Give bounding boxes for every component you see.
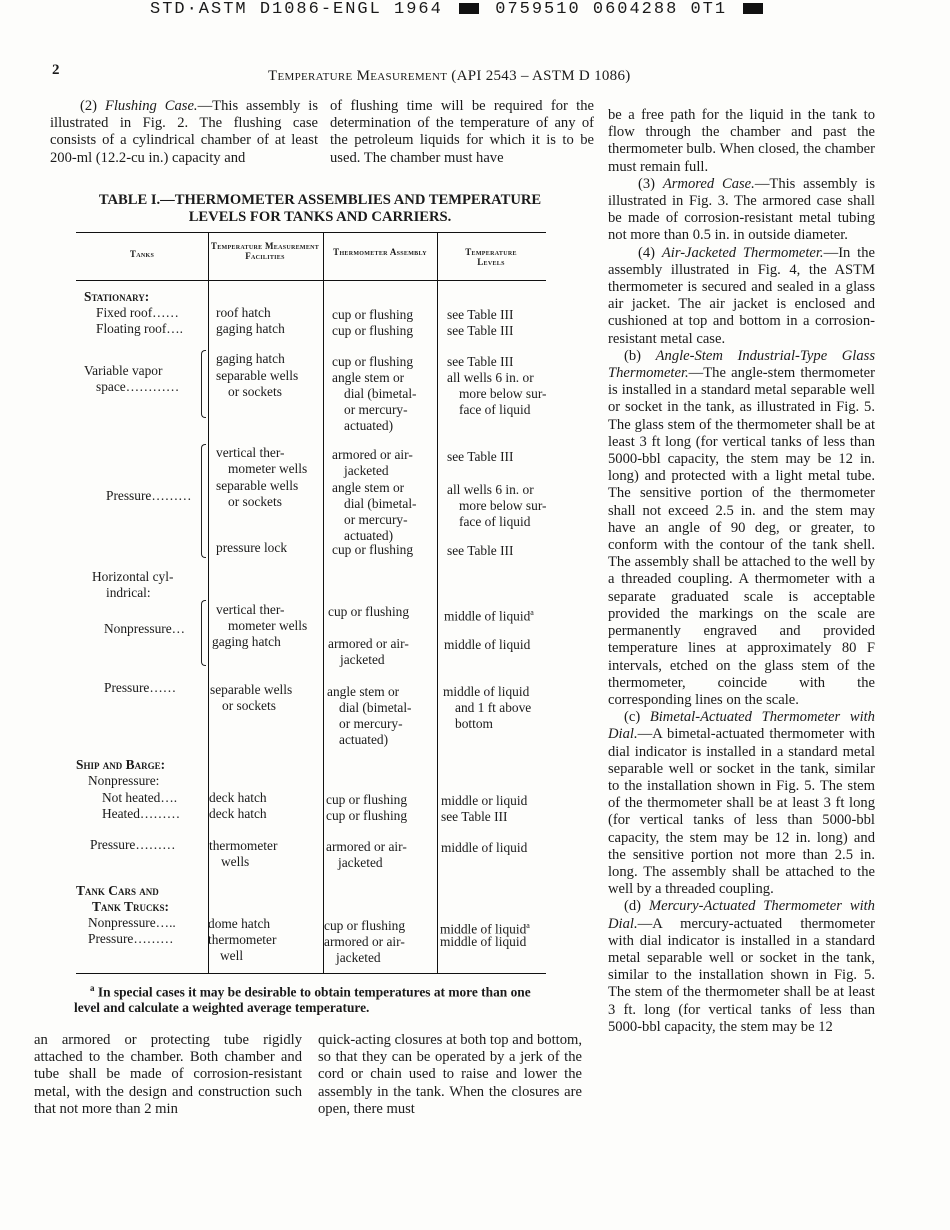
tank-pressure: Pressure……	[104, 680, 177, 695]
facility-cell: or sockets	[228, 384, 282, 399]
category-ship-barge: Ship and Barge:	[76, 757, 166, 772]
assembly-cell: angle stem or	[327, 684, 400, 699]
tank-horizontal-cylindrical: Horizontal cyl-	[92, 569, 174, 584]
header-facilities: Temperature Measurement Facilities	[210, 241, 320, 261]
assembly-cell: actuated)	[344, 528, 394, 543]
assembly-cell: armored or air-	[324, 934, 405, 949]
level-cell: and 1 ft above	[455, 700, 532, 715]
paragraph-flushing-case: (2) Flushing Case.—This assembly is illustrated in Fig. 2. The flushing case consists of a cylindrical chamber of at least 200-ml (12.2-cu in.) capacity and	[50, 98, 318, 166]
assembly-cell: angle stem or	[332, 480, 405, 495]
facility-cell: mometer wells	[228, 461, 308, 476]
paragraph-bottom-col1: an armored or protecting tube rigidly attached to the chamber. Both chamber and tube shall be made of corrosion-resistant metal, with the design and construction such that not more than 2 min	[34, 1032, 302, 1117]
assembly-cell: jacketed	[338, 855, 383, 870]
tank-nonpressure: Nonpressure…	[104, 621, 186, 636]
header-tanks: Tanks	[129, 249, 155, 259]
level-cell: middle of liquid	[443, 684, 530, 699]
facility-cell: deck hatch	[209, 790, 267, 805]
tank-tc-nonpressure: Nonpressure…..	[88, 915, 176, 930]
tank-pressure: Pressure………	[90, 837, 176, 852]
facility-cell: dome hatch	[208, 916, 271, 931]
facility-cell: separable wells	[210, 682, 293, 697]
assembly-cell: dial (bimetal-	[339, 700, 412, 715]
facility-cell: wells	[221, 854, 250, 869]
paragraph-col2-top: of flushing time will be required for the determination of the temperature of any of the petroleum liquids for which it is to be used. The chamber must have	[330, 98, 594, 166]
assembly-cell: jacketed	[336, 950, 381, 965]
level-cell: more below sur-	[459, 498, 547, 513]
tank-fixed-roof: Fixed roof……	[96, 305, 179, 320]
assembly-cell: or mercury-	[344, 402, 408, 417]
facility-cell: vertical ther-	[216, 445, 285, 460]
level-cell: all wells 6 in. or	[447, 370, 534, 385]
assembly-cell: cup or flushing	[326, 808, 408, 823]
assembly-cell: actuated)	[339, 732, 389, 747]
level-cell: all wells 6 in. or	[447, 482, 534, 497]
facility-cell: thermometer	[208, 932, 277, 947]
assembly-cell: cup or flushing	[324, 918, 406, 933]
black-block-mark	[459, 3, 479, 14]
facility-cell: thermometer	[209, 838, 278, 853]
level-cell: face of liquid	[459, 514, 531, 529]
level-cell: more below sur-	[459, 386, 547, 401]
level-cell: bottom	[455, 716, 493, 731]
assembly-cell: cup or flushing	[328, 604, 410, 619]
paragraph-bottom-col2: quick-acting closures at both top and bottom, so that they can be operated by a jerk of the cord or chain used to raise and lower the assembly in the tank. When the closures are open, there must	[318, 1032, 582, 1117]
facility-cell: separable wells	[216, 368, 299, 383]
tank-ship-nonpressure: Nonpressure:	[88, 773, 160, 788]
level-cell: face of liquid	[459, 402, 531, 417]
paragraph-air-jacketed: (4) Air-Jacketed Thermometer.—In the assembly illustrated in Fig. 4, the ASTM thermometer is secured and sealed in a glass air jacket. The air jacket is enclosed and cushioned at top and bottom in a corrosion-resistant metal case.	[608, 244, 875, 347]
assembly-cell: armored or air-	[328, 636, 409, 651]
facility-cell: or sockets	[228, 494, 282, 509]
assembly-cell: cup or flushing	[326, 792, 408, 807]
assembly-cell: dial (bimetal-	[344, 496, 417, 511]
assembly-cell: cup or flushing	[332, 542, 414, 557]
header-levels: Temperature Levels	[465, 247, 517, 267]
level-cell: middle of liquid$^a$	[444, 608, 534, 624]
level-cell: see Table III	[441, 809, 508, 824]
table-footnote: $^a$ In special cases it may be desirable to obtain temperatures at more than one level and calculate a weighted average temperature.	[74, 983, 531, 1016]
table-bottom-rule	[76, 973, 546, 974]
facility-cell: pressure lock	[216, 540, 288, 555]
level-cell: see Table III	[447, 449, 514, 464]
level-cell: see Table III	[447, 543, 514, 558]
assembly-cell: cup or flushing	[332, 354, 414, 369]
level-cell: middle of liquid$^a$	[440, 921, 530, 937]
facility-cell: gaging hatch	[212, 634, 281, 649]
assembly-cell: cup or flushing	[332, 307, 414, 322]
table-header-rule	[76, 280, 546, 281]
assembly-cell: actuated)	[344, 418, 394, 433]
facility-cell: or sockets	[222, 698, 276, 713]
facility-cell: gaging hatch	[216, 351, 285, 366]
tank-floating-roof: Floating roof….	[96, 321, 184, 336]
paragraph-armored-case: (3) Armored Case.—This assembly is illustrated in Fig. 3. The armored case shall be made of corrosion-resistant metal tubing not more than 0.5 in. in outside diameter.	[608, 175, 876, 244]
brace-bracket	[201, 444, 206, 558]
assembly-cell: or mercury-	[344, 512, 408, 527]
category-stationary: Stationary:	[84, 289, 150, 304]
header-assembly: Thermometer Assembly	[333, 247, 427, 257]
brace-bracket	[201, 350, 206, 418]
level-cell: see Table III	[447, 323, 514, 338]
level-cell: see Table III	[447, 354, 514, 369]
tank-variable-vapor: Variable vapor	[84, 363, 163, 378]
assembly-cell: armored or air-	[332, 447, 413, 462]
paragraph-bimetal: (c) Bimetal-Actuated Thermometer with Dial.—A bimetal-actuated thermometer with dial indicator is installed in a standard metal separable well or socket in the tank, similar to the installation shown in Fig. 5. The stem of the thermometer shall be at least 3 ft long (for vertical tanks of less than 5000-bbl capacity, the stem may be 12 in. long) and the sensitive portion not more than 2.5 in. long. The assembly shall be attached to the well by a threaded coupling.	[608, 709, 875, 898]
level-cell: middle of liquid	[440, 934, 527, 949]
facility-cell: separable wells	[216, 478, 299, 493]
right-column	[608, 107, 875, 1036]
column-divider	[208, 232, 209, 973]
document-code: STD·ASTM D1086-ENGL 1964 0759510 0604288 0T1	[150, 0, 767, 19]
assembly-cell: angle stem or	[332, 370, 405, 385]
running-head: Temperature Measurement (API 2543 – ASTM D 1086)	[268, 68, 631, 84]
black-block-mark	[743, 3, 763, 14]
facility-cell: mometer wells	[228, 618, 308, 633]
assembly-cell: jacketed	[340, 652, 385, 667]
table-thermometer-assemblies	[76, 232, 546, 975]
level-cell: see Table III	[447, 307, 514, 322]
paragraph-mercury: (d) Mercury-Actuated Thermometer with Dial.—A mercury-actuated thermometer with dial indicator is installed in a standard metal separable well or socket in the tank, similar to the installation shown in Fig. 5. The stem of the thermometer shall be at least 3 ft. long (for vertical tanks of less than 5000-bbl capacity, the stem may be 12	[608, 898, 875, 1035]
column-divider	[437, 232, 438, 973]
level-cell: middle of liquid	[441, 840, 528, 855]
level-cell: middle of liquid	[444, 637, 531, 652]
tank-tc-pressure: Pressure………	[88, 931, 174, 946]
assembly-cell: cup or flushing	[332, 323, 414, 338]
facility-cell: roof hatch	[216, 305, 271, 320]
table-top-rule	[76, 232, 546, 233]
tank-pressure: Pressure………	[106, 488, 192, 503]
tank-heated: Heated………	[102, 806, 181, 821]
facility-cell: well	[220, 948, 244, 963]
paragraph-angle-stem: (b) Angle-Stem Industrial-Type Glass Thermometer.—The angle-stem thermometer is installed in a standard metal separable well or socket in the tank, as illustrated in Fig. 5. The glass stem of the thermometer shall be at least 3 ft long (for vertical tanks of less than 5000-bbl capacity, the stem may be 12 in. long) and protected with a light metal tube. The sensitive portion of the thermometer shall not exceed 2.5 in. and the stem may have an angle of 90 deg, or greater, to conform with the contour of the tank shell. The assembly shall be attached to the well by a threaded coupling. A thermometer with a separate graduated scale is acceptable provided the markings on the scale are permanently engraved and provided temperature lines at approximately 80 F intervals, etched on the glass stem of the thermometer, coincide with the corresponding lines on the scale.	[608, 347, 876, 708]
category-tank-cars: Tank Cars and	[76, 883, 159, 898]
assembly-cell: or mercury-	[339, 716, 403, 731]
facility-cell: gaging hatch	[216, 321, 285, 336]
paragraph-free-path: be a free path for the liquid in the tank to flow through the chamber and past the thermometer bulb. When closed, the chamber must remain full.	[608, 107, 875, 175]
table-caption: TABLE I.—THERMOMETER ASSEMBLIES AND TEMPERATURE LEVELS FOR TANKS AND CARRIERS.	[98, 192, 542, 225]
tank-variable-vapor-cont: space…………	[96, 379, 180, 394]
tank-not-heated: Not heated….	[102, 790, 178, 805]
brace-bracket	[201, 600, 206, 666]
column-divider	[323, 232, 324, 973]
assembly-cell: dial (bimetal-	[344, 386, 417, 401]
level-cell: middle or liquid	[441, 793, 528, 808]
assembly-cell: jacketed	[344, 463, 389, 478]
category-tank-trucks: Tank Trucks:	[92, 899, 169, 914]
tank-horizontal-cylindrical-cont: indrical:	[106, 585, 151, 600]
page-number: 2	[52, 62, 60, 78]
facility-cell: deck hatch	[209, 806, 267, 821]
facility-cell: vertical ther-	[216, 602, 285, 617]
assembly-cell: armored or air-	[326, 839, 407, 854]
